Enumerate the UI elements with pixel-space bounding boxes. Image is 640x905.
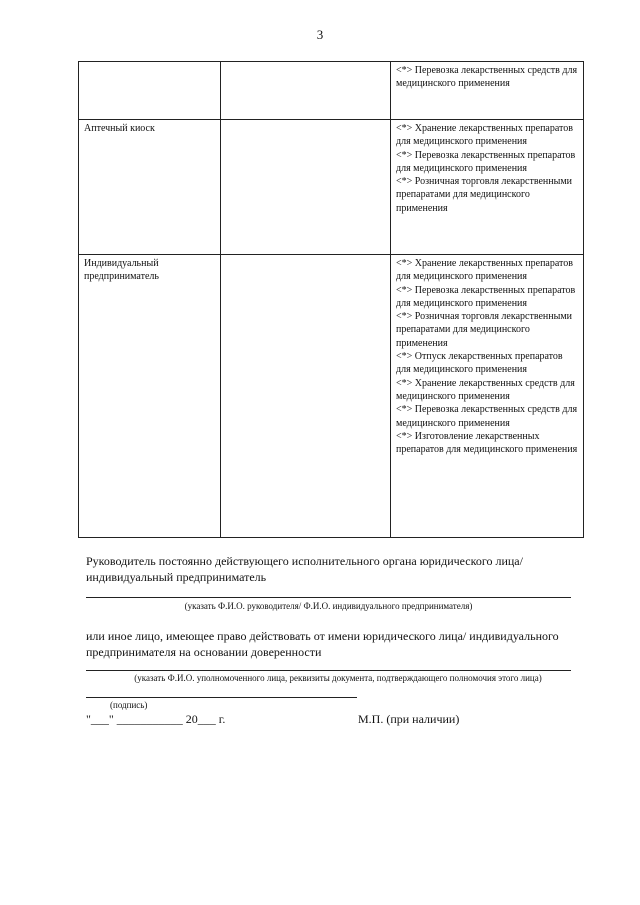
table-row — [79, 255, 584, 538]
sign-caption: (подпись) — [110, 700, 148, 710]
sign-line — [86, 697, 357, 698]
head-signature-line — [86, 597, 571, 598]
date-line: "___" ___________ 20___ г. — [86, 712, 226, 726]
services-table — [78, 61, 584, 538]
services-cell — [391, 255, 584, 538]
service-item: <*> Хранение лекарственных препаратов для медицинского применения — [396, 258, 573, 283]
table-row — [79, 120, 584, 255]
services-cell — [391, 120, 584, 255]
service-item: <*> Перевозка лекарственных препаратов для медицинского применения — [396, 284, 576, 309]
activity-cell — [79, 62, 221, 120]
proxy-caption: (указать Ф.И.О. уполномоченного лица, реквизиты документа, подтверждающего полномочия этого лица) — [134, 673, 542, 683]
service-item: <*> Розничная торговля лекарственными препаратами для медицинского применения — [396, 176, 573, 214]
service-item: <*> Перевозка лекарственных препаратов для медицинского применения — [396, 149, 576, 174]
proxy-signature-line — [86, 670, 571, 671]
service-item: <*> Хранение лекарственных препаратов для медицинского применения — [396, 123, 573, 148]
service-item: <*> Изготовление лекарственных препаратов для медицинского применения — [396, 430, 578, 456]
page-number: 3 — [316, 27, 324, 42]
activity-cell: Аптечный киоск — [79, 120, 221, 255]
stamp-label: М.П. (при наличии) — [358, 712, 460, 726]
details-cell — [221, 62, 391, 120]
table-row — [79, 62, 584, 120]
service-item: <*> Отпуск лекарственных препаратов для медицинского применения — [396, 351, 563, 376]
head-caption: (указать Ф.И.О. руководителя/ Ф.И.О. индивидуального предпринимателя) — [184, 601, 473, 611]
service-item: <*> Хранение лекарственных средств для медицинского применения — [396, 377, 575, 402]
head-label: Руководитель постоянно действующего исполнительного органа юридического лица/ индивидуальный предприниматель — [86, 554, 523, 584]
service-item: <*> Перевозка лекарственных средств для медицинского применения — [396, 65, 578, 90]
services-cell — [391, 62, 584, 120]
service-item: <*> Розничная торговля лекарственными препаратами для медицинского применения — [396, 311, 573, 349]
details-cell — [221, 255, 391, 538]
details-cell — [221, 120, 391, 255]
service-item: <*> Перевозка лекарственных средств для медицинского применения — [396, 404, 578, 429]
proxy-label: или иное лицо, имеющее право действовать от имени юридического лица/ индивидуального предпринимателя на основании доверенности — [86, 629, 559, 659]
activity-cell: Индивидуальный предприниматель — [79, 255, 221, 538]
